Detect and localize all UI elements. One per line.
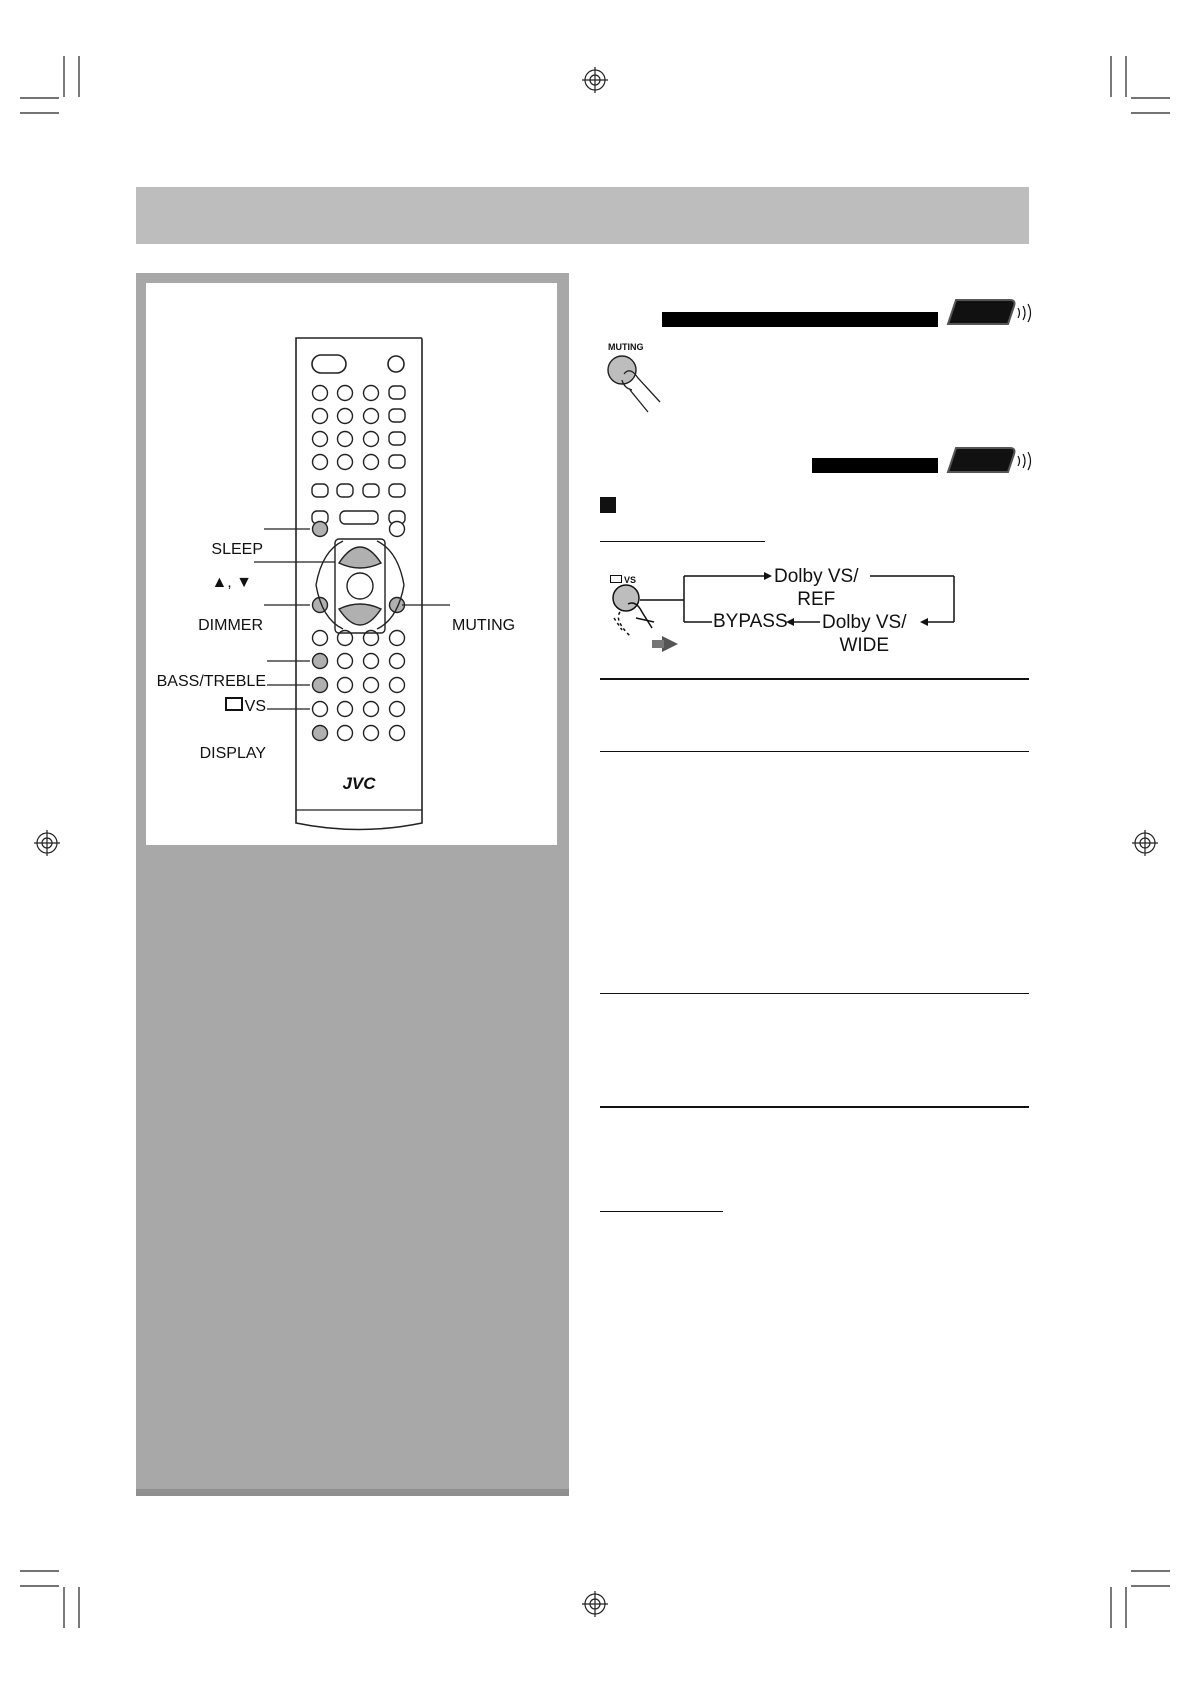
remote-button	[340, 511, 378, 524]
remote-only-icon-2	[946, 444, 1034, 478]
remote-button	[390, 678, 405, 693]
remote-button	[338, 432, 353, 447]
mode-wide-line-2: WIDE	[839, 635, 890, 656]
remote-button	[389, 455, 405, 468]
remote-button	[364, 432, 379, 447]
bass-treble-label: BASS/TREBLE	[156, 673, 266, 690]
remote-button	[390, 702, 405, 717]
remote-button	[338, 654, 353, 669]
sleep-label: SLEEP	[211, 541, 263, 558]
mode-dolby-vs-wide	[822, 611, 906, 657]
remote-button	[363, 484, 379, 497]
cursor-up-down-label: ▲, ▼	[211, 574, 252, 591]
vs-button	[313, 678, 328, 693]
section-rule-2	[600, 751, 1029, 752]
header-band	[136, 187, 1029, 244]
remote-button	[313, 455, 328, 470]
remote-button	[313, 432, 328, 447]
remote-button	[312, 484, 328, 497]
section-heading-bar-2	[812, 458, 938, 473]
mode-wide-line: Dolby VS/	[822, 612, 907, 633]
remote-button	[313, 386, 328, 401]
section-rule-3	[600, 993, 1029, 994]
remote-button	[389, 432, 405, 445]
remote-button	[313, 409, 328, 424]
remote-button	[313, 631, 328, 646]
subheading-underline-2	[600, 1211, 723, 1212]
display-button	[313, 726, 328, 741]
remote-button	[364, 409, 379, 424]
subheading-underline	[600, 541, 765, 542]
remote-button	[338, 702, 353, 717]
section-rule-4	[600, 1106, 1029, 1108]
dimmer-label: DIMMER	[198, 617, 263, 634]
remote-button	[390, 522, 405, 537]
remote-button	[364, 455, 379, 470]
remote-button	[364, 726, 379, 741]
remote-button	[389, 484, 405, 497]
section-rule-1	[600, 678, 1029, 680]
remote-button	[338, 726, 353, 741]
remote-button	[389, 386, 405, 399]
remote-button	[389, 409, 405, 422]
muting-button-caption: MUTING	[608, 342, 644, 352]
remote-button	[390, 654, 405, 669]
remote-button	[338, 409, 353, 424]
dolby-vs-icon	[225, 697, 243, 711]
remote-button	[364, 654, 379, 669]
section-heading-bar-1	[662, 312, 938, 327]
mode-bypass: BYPASS	[713, 611, 788, 632]
press-muting-hand-icon	[600, 354, 670, 414]
vs-button-caption: VS	[610, 575, 636, 585]
mode-dolby-vs-ref	[774, 565, 858, 611]
remote-button	[337, 484, 353, 497]
mode-ref-line: Dolby VS/	[774, 566, 859, 587]
remote-button	[313, 702, 328, 717]
remote-button	[338, 678, 353, 693]
remote-button	[390, 726, 405, 741]
vs-label: VS	[200, 697, 266, 716]
remote-button	[338, 386, 353, 401]
display-label: DISPLAY	[199, 745, 266, 762]
remote-button	[390, 631, 405, 646]
remote-button	[364, 702, 379, 717]
remote-button	[364, 386, 379, 401]
bullet-square-icon	[600, 497, 616, 513]
bass-treble-button	[313, 654, 328, 669]
remote-button	[338, 455, 353, 470]
sleep-button	[313, 522, 328, 537]
remote-only-icon	[946, 296, 1034, 330]
muting-label: MUTING	[452, 617, 516, 634]
mode-ref-line-2: REF	[797, 589, 836, 610]
remote-brand-logo: JVC	[342, 774, 376, 793]
remote-button	[364, 678, 379, 693]
left-panel-bottom-edge	[136, 1489, 569, 1496]
